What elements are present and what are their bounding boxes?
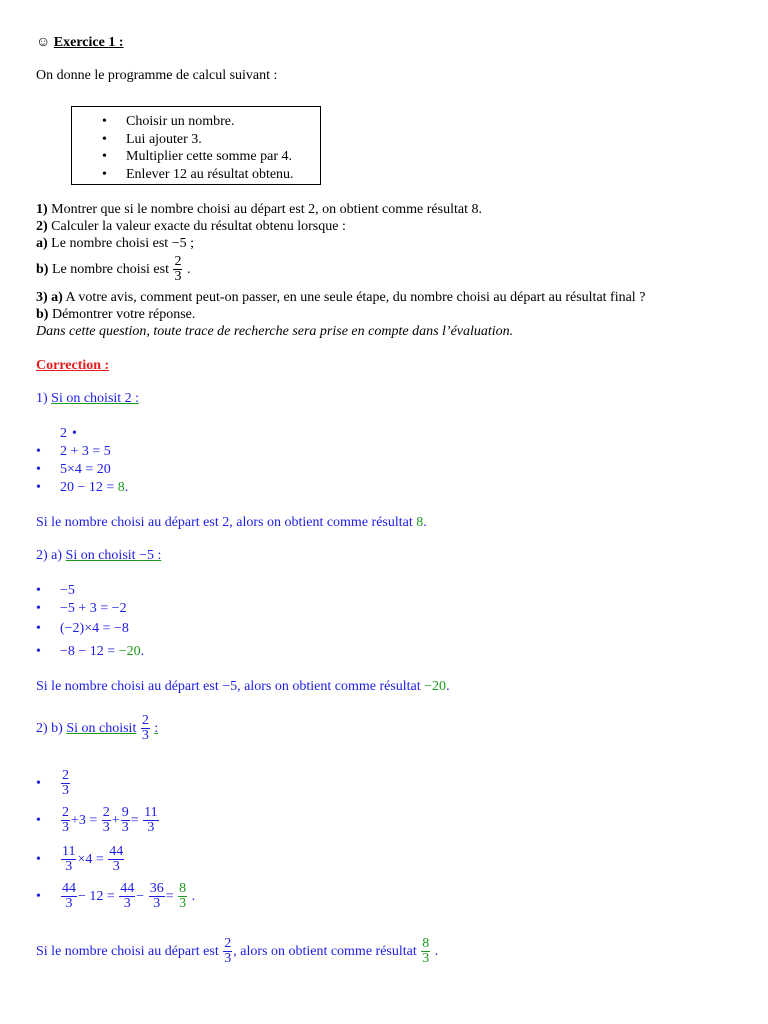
part1-heading: 1) Si on choisit 2 :	[36, 391, 140, 406]
question-2b: b) Le nombre choisi est $\frac{2}{3}$ .	[36, 254, 191, 285]
question-2: 2) Calculer la valeur exacte du résultat obtenu lorsque :	[36, 219, 346, 234]
evaluation-note: Dans cette question, toute trace de recherche sera prise en compte dans l’évaluation.	[36, 324, 514, 339]
question-1: 1) Montrer que si le nombre choisi au départ est 2, on obtient comme résultat 8.	[36, 202, 482, 217]
part2b-conclusion: Si le nombre choisi au départ est $\frac{2}{3}$ , alors on obtient comme résultat $\frac{8}{3}$ .	[36, 936, 439, 967]
correction-title: Correction :	[36, 358, 110, 373]
exercise-intro: On donne le programme de calcul suivant :	[36, 68, 278, 83]
smiley-icon: ☺	[36, 35, 51, 50]
exercise-title: Exercice 1 :	[53, 35, 124, 50]
exercise-heading	[36, 35, 124, 51]
fraction: $\frac{2}{3}$	[174, 254, 182, 285]
part2b-heading: 2) b) Si on choisit $\frac{2}{3}$ :	[36, 713, 159, 744]
program-step: • Choisir un nombre.	[102, 113, 294, 131]
program-steps	[102, 113, 294, 183]
part1-conclusion: Si le nombre choisi au départ est 2, alors on obtient comme résultat 8.	[36, 515, 427, 530]
program-step: • Lui ajouter 3.	[102, 131, 294, 149]
program-box	[71, 106, 321, 185]
question-3b: b) Démontrer votre réponse.	[36, 307, 196, 322]
question-3a: 3) a) A votre avis, comment peut-on passer, en une seule étape, du nombre choisi au départ au résultat final ?	[36, 290, 646, 305]
part2a-heading: 2) a) Si on choisit −5 :	[36, 548, 162, 563]
part2a-conclusion: Si le nombre choisi au départ est −5, alors on obtient comme résultat −20.	[36, 679, 450, 694]
question-2a: a) Le nombre choisi est −5 ;	[36, 236, 194, 251]
fraction: $\frac{2}{3}$	[141, 713, 149, 744]
program-step: • Multiplier cette somme par 4.	[102, 148, 294, 166]
program-step: • Enlever 12 au résultat obtenu.	[102, 166, 294, 184]
